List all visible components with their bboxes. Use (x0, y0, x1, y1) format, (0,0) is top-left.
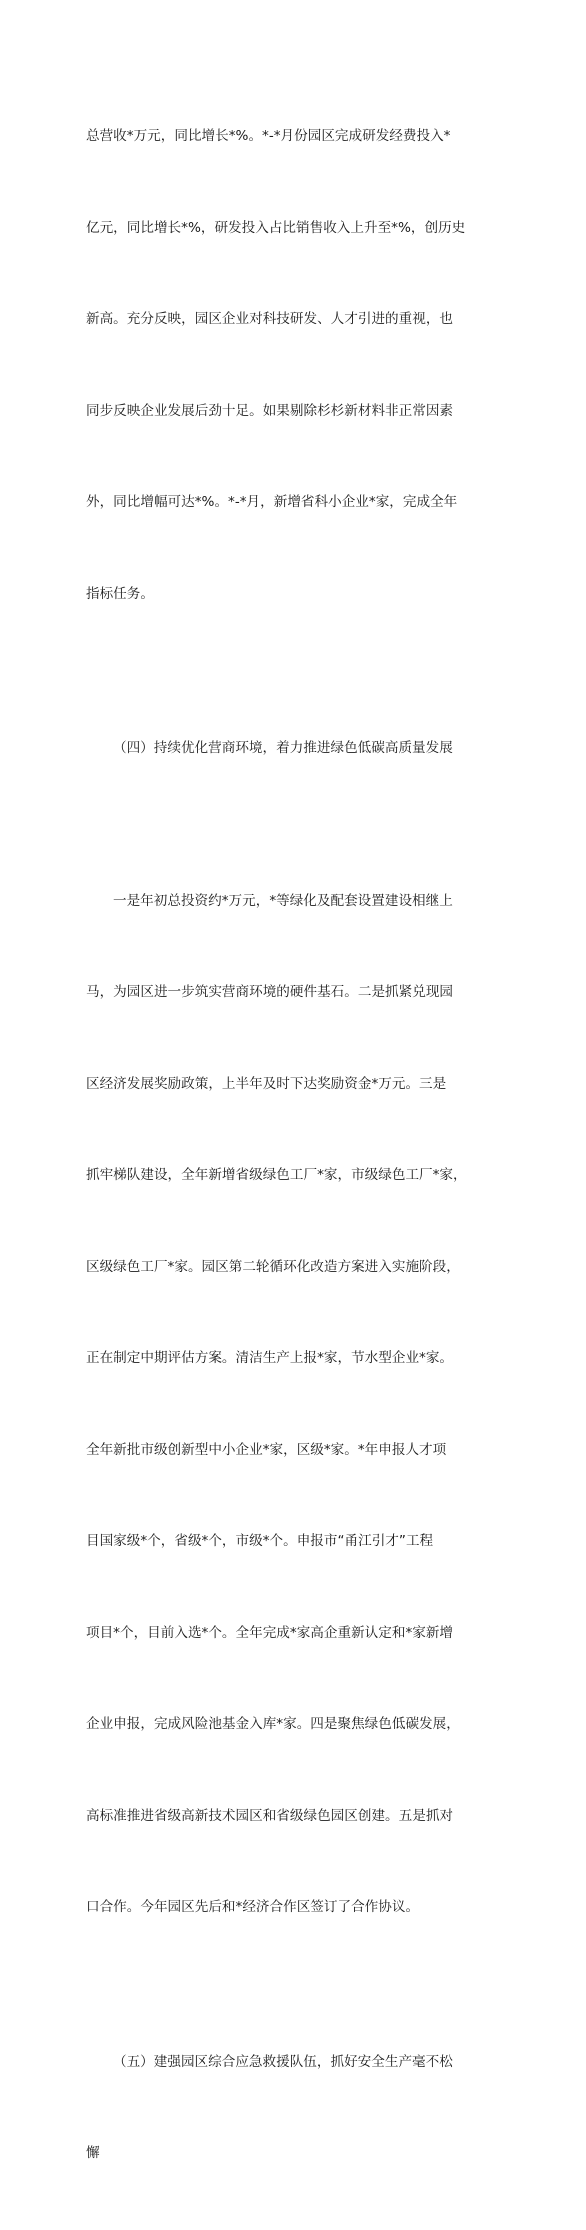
text-line: 外，同比增幅可达*%。*-*月，新增省科小企业*家，完成全年 (86, 494, 458, 510)
text-line: 指标任务。 (86, 585, 154, 602)
text-line: 抓牢梯队建设，全年新增省级绿色工厂*家，市级绿色工厂*家， (86, 1167, 467, 1183)
text-line: 正在制定中期评估方案。清洁生产上报*家，节水型企业*家。 (86, 1350, 454, 1366)
text-line: 同步反映企业发展后劲十足。如果剔除杉杉新材料非正常因素 (86, 402, 454, 419)
section-heading-5 (86, 1986, 506, 2230)
section-heading-4 (86, 672, 506, 825)
heading-text: （五）建强园区综合应急救援队伍，抓好安全生产毫不松 (113, 2053, 453, 2070)
text-line: 区级绿色工厂*家。园区第二轮循环化改造方案进入实施阶段， (86, 1258, 460, 1275)
text-line: 全年新批市级创新型中小企业*家，区级*家。*年申报人才项 (86, 1441, 447, 1458)
text-line: 亿元，同比增长*%，研发投入占比销售收入上升至*%，创历史 (86, 219, 466, 236)
heading-text: （四）持续优化营商环境，着力推进绿色低碳高质量发展 (113, 740, 453, 756)
text-line: 项目*个，目前入选*个。全年完成*家高企重新认定和*家新增 (86, 1624, 454, 1641)
heading-text: 懈 (86, 2145, 100, 2161)
text-line: 新高。充分反映，园区企业对科技研发、人才引进的重视，也 (86, 311, 454, 327)
text-line: 区经济发展奖励政策，上半年及时下达奖励资金*万元。三是 (86, 1075, 447, 1092)
text-line: 总营收*万元，同比增长*%。*-*月份园区完成研发经费投入* (86, 128, 451, 144)
text-line: 目国家级*个，省级*个，市级*个。申报市“甬江引才”工程 (86, 1533, 434, 1549)
text-line: 口合作。今年园区先后和*经济合作区签订了合作协议。 (86, 1899, 420, 1915)
document-body (86, 60, 506, 2230)
text-line: 企业申报，完成风险池基金入库*家。四是聚焦绿色低碳发展， (86, 1716, 460, 1732)
text-line: 马，为园区进一步筑实营商环境的硬件基石。二是抓紧兑现园 (86, 984, 454, 1000)
paragraph-revenue-rd (86, 60, 506, 670)
text-line: 一是年初总投资约*万元，*等绿化及配套设置建设相继上 (113, 892, 453, 909)
paragraph-business-environment (86, 825, 506, 1984)
text-line: 高标准推进省级高新技术园区和省级绿色园区创建。五是抓对 (86, 1807, 454, 1824)
